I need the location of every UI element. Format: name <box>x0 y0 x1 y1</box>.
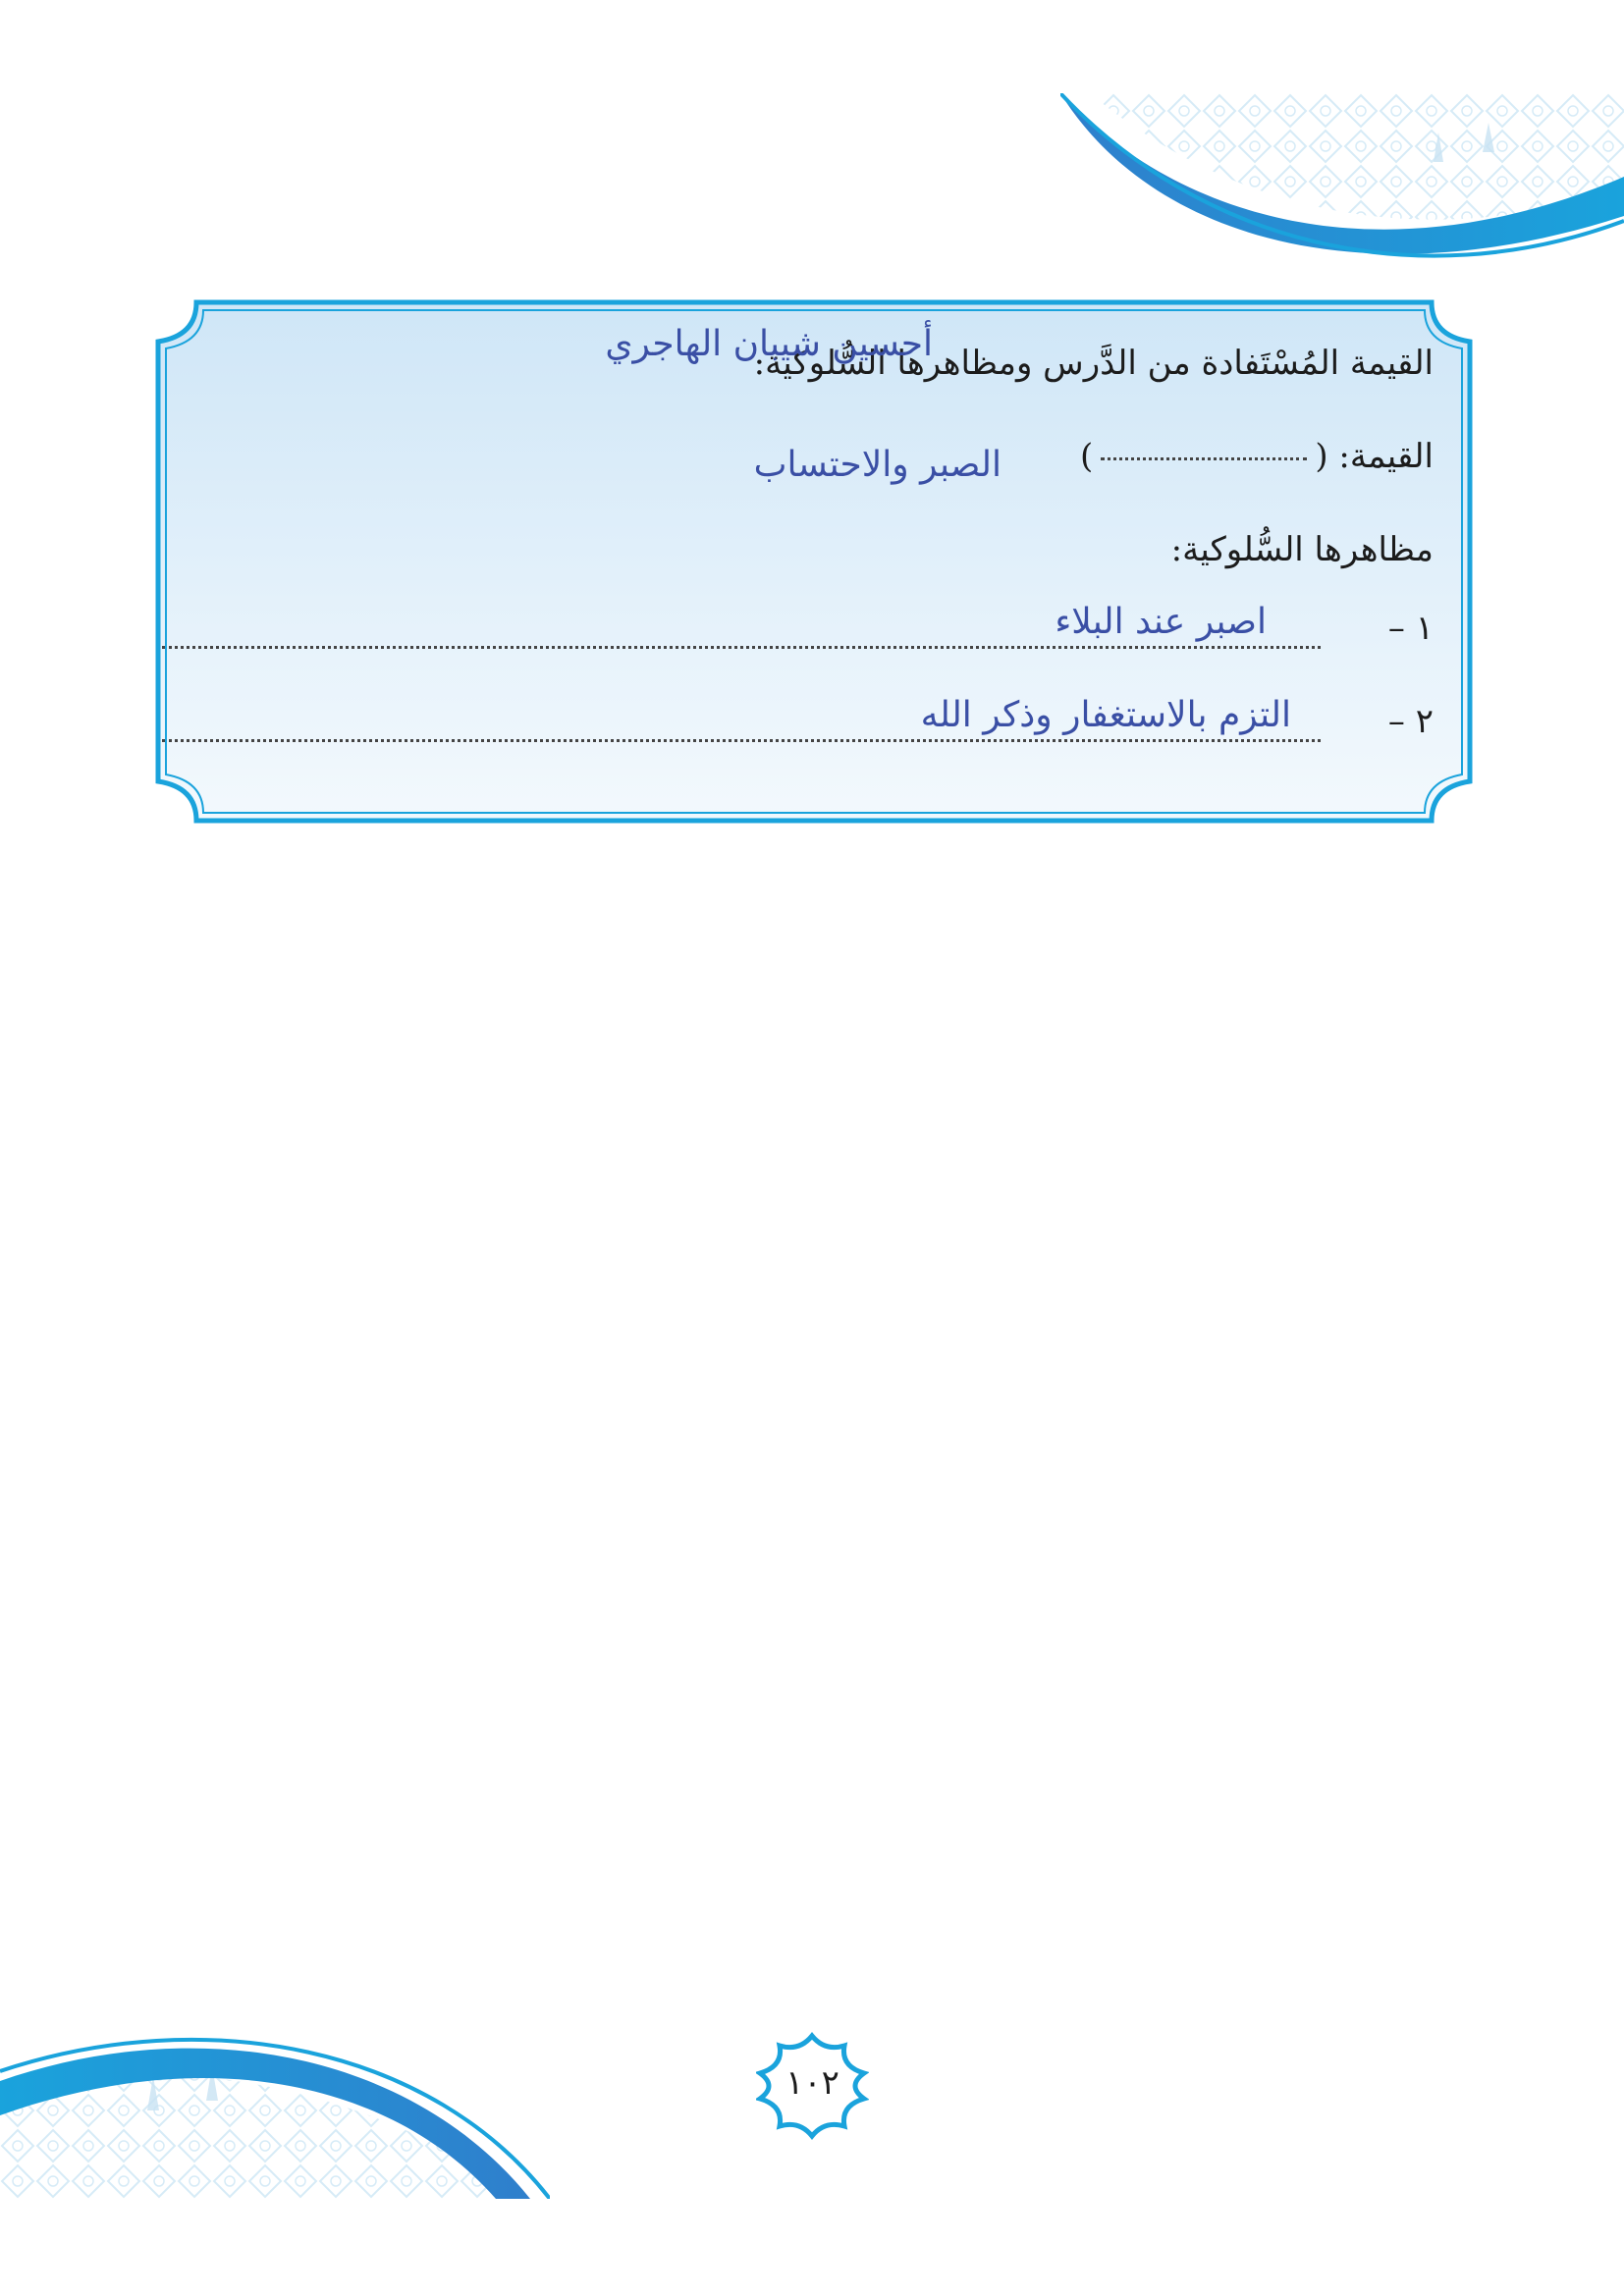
top-corner-decoration <box>1060 93 1624 265</box>
behaviors-label: مظاهرها السُّلوكية: <box>1170 530 1434 569</box>
page-number: ١٠٢ <box>785 2063 839 2103</box>
card-content <box>157 319 1434 810</box>
section-heading: القيمة المُسْتَفادة من الدَّرس ومظاهرها السُّلوكية: <box>753 344 1434 383</box>
item-number: ١ – <box>1387 609 1434 648</box>
answer-line <box>162 739 1321 742</box>
behavior-answer: اصبر عند البلاء <box>1055 602 1267 642</box>
value-blank <box>1101 457 1307 460</box>
answer-line <box>162 646 1321 649</box>
value-label: القيمة: ( <box>1315 437 1434 476</box>
item-number: ٢ – <box>1387 702 1434 741</box>
value-close-paren: ) <box>1080 437 1094 476</box>
value-line <box>1080 437 1434 476</box>
value-answer: الصبر والاحتساب <box>753 445 1001 485</box>
student-name: أحسين شيبان الهاجري <box>605 324 933 364</box>
bottom-corner-decoration <box>0 2022 550 2199</box>
behavior-answer: التزم بالاستغفار وذكر الله <box>920 695 1291 735</box>
